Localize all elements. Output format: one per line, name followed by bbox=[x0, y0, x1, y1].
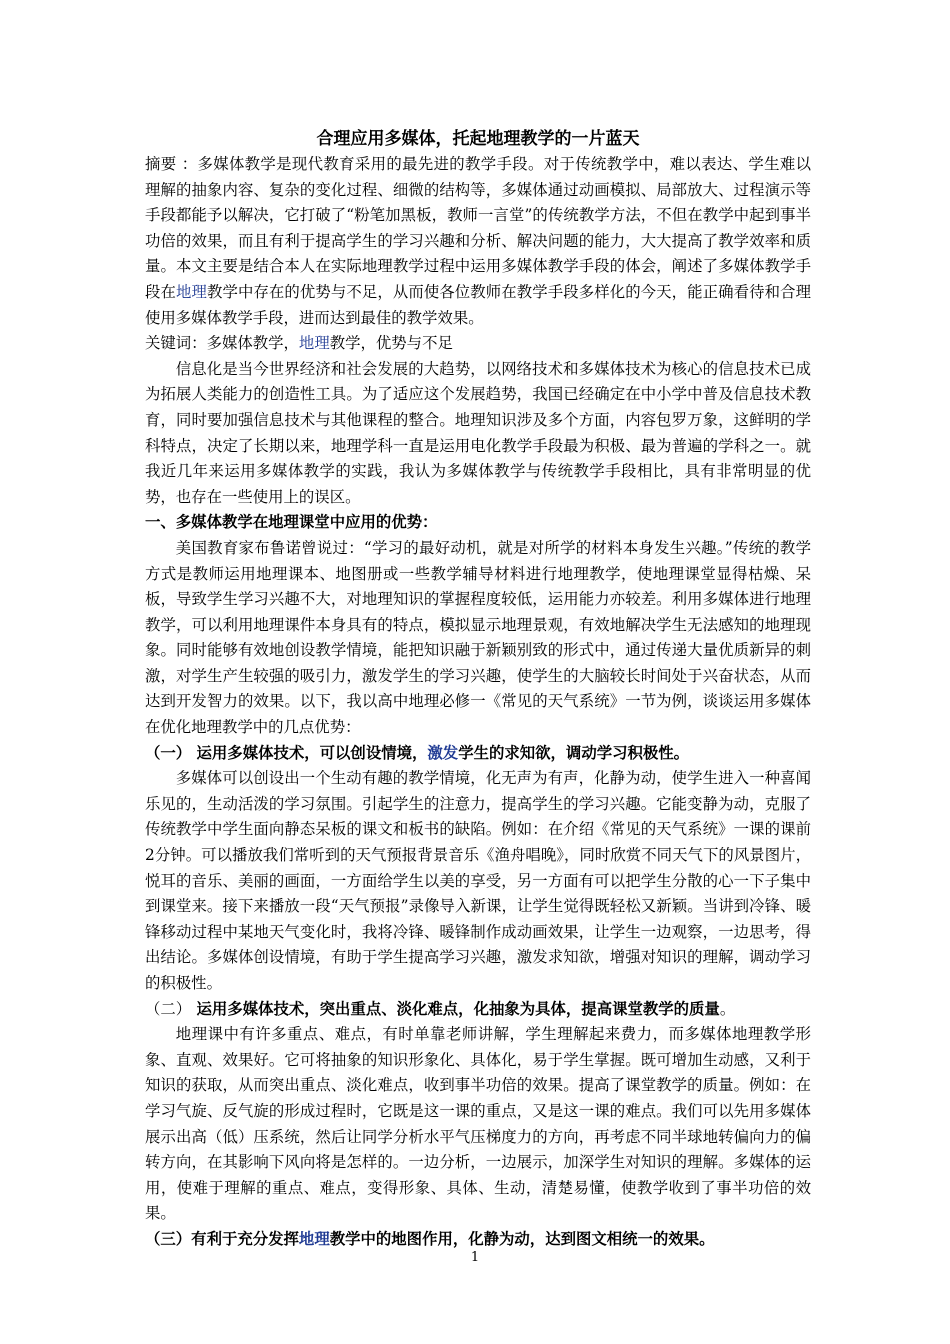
subsection1-heading-pre: （一） 运用多媒体技术，可以创设情境， bbox=[145, 743, 428, 762]
document-body bbox=[145, 126, 811, 1253]
abstract-text-post: 教学中存在的优势与不足，从而使各位教师在教学手段多样化的今天，能正确看待和合理使用多媒体教学手段，进而达到最佳的教学效果。 bbox=[145, 282, 811, 327]
subsection3-heading bbox=[145, 1227, 811, 1253]
subsection2-heading bbox=[145, 997, 811, 1023]
subsection1-jifa-link[interactable]: 激发 bbox=[427, 743, 459, 762]
subsection1-paragraph: 多媒体可以创设出一个生动有趣的教学情境，化无声为有声，化静为动，使学生进入一种喜闻乐见的，生动活泼的学习氛围。引起学生的注意力，提高学生的学习兴趣。它能变静为动，克服了传统教学中学生面向静态呆板的课文和板书的缺陷。例如：在介绍《常见的天气系统》一课的课前2分钟。可以播放我们常听到的天气预报背景音乐《渔舟唱晚》，同时欣赏不同天气下的风景图片，悦耳的音乐、美丽的画面，一方面给学生以美的享受，另一方面有可以把学生分散的心一下子集中到课堂来。接下来播放一段“天气预报”录像导入新课，让学生觉得既轻松又新颖。当讲到冷锋、暖锋移动过程中某地天气变化时，我将冷锋、暖锋制作成动画效果，让学生一边观察，一边思考，得出结论。多媒体创设情境，有助于学生提高学习兴趣，激发求知欲，增强对知识的理解，调动学习的积极性。 bbox=[145, 769, 811, 992]
subsection3-geography-link[interactable]: 地理 bbox=[298, 1229, 330, 1248]
intro-paragraph: 信息化是当今世界经济和社会发展的大趋势，以网络技术和多媒体技术为核心的信息技术已成为拓展人类能力的创造性工具。为了适应这个发展趋势，我国已经确定在中小学中普及信息技术教育，同时要加强信息技术与其他课程的整合。地理知识涉及多个方面，内容包罗万象，这鲜明的学科特点，决定了长期以来，地理学科一直是运用电化教学手段最为积极、最为普遍的学科之一。就我近几年来运用多媒体教学的实践，我认为多媒体教学与传统教学手段相比，具有非常明显的优势，也存在一些使用上的误区。 bbox=[145, 359, 811, 506]
document-title: 合理应用多媒体，托起地理教学的一片蓝天 bbox=[316, 129, 640, 149]
subsection1-heading bbox=[145, 741, 811, 767]
abstract-geography-link[interactable]: 地理 bbox=[175, 282, 207, 301]
section1-paragraph: 美国教育家布鲁诺曾说过：“学习的最好动机，就是对所学的材料本身发生兴趣。”传统的教学方式是教师运用地理课本、地图册或一些教学辅导材料进行地理教学，使地理课堂显得枯燥、呆板，导致学生学习兴趣不大，对地理知识的掌握程度较低，运用能力亦较差。利用多媒体进行地理教学，可以利用地理课件本身具有的特点，模拟显示地理景观，有效地解决学生无法感知的地理现象。同时能够有效地创设教学情境，能把知识融于新颖别致的形式中，通过传递大量优质新异的刺激，对学生产生较强的吸引力，激发学生的学习兴趣，使学生的大脑较长时间处于兴奋状态，从而达到开发智力的效果。以下，我以高中地理必修一《常见的天气系统》一节为例，谈谈运用多媒体在优化地理教学中的几点优势： bbox=[145, 538, 811, 737]
section1-heading: 一、多媒体教学在地理课堂中应用的优势： bbox=[145, 513, 438, 532]
subsection3-heading-post: 教学中的地图作用，化静为动，达到图文相统一的效果。 bbox=[329, 1229, 715, 1248]
keywords-post: 教学，优势与不足 bbox=[329, 334, 453, 353]
keywords-pre: 关键词：多媒体教学， bbox=[145, 334, 299, 353]
abstract-text-pre: 摘要 ：多媒体教学是现代教育采用的最先进的教学手段。对于传统教学中，难以表达、学生难以理解的抽象内容、复杂的变化过程、细微的结构等，多媒体通过动画模拟、局部放大、过程演示等手段都能予以解决，它打破了“粉笔加黑板，教师一言堂”的传统教学方法，不但在教学中起到事半功倍的效果，而且有利于提高学生的学习兴趣和分析、解决问题的能力，大大提高了教学效率和质量。本文主要是结合本人在实际地理教学过程中运用多媒体教学手段的体会，阐述了多媒体教学手段在 bbox=[145, 155, 811, 301]
subsection2-paragraph: 地理课中有许多重点、难点，有时单靠老师讲解，学生理解起来费力，而多媒体地理教学形象、直观、效果好。它可将抽象的知识形象化、具体化，易于学生掌握。既可增加生动感，又利于知识的获取，从而突出重点、淡化难点，收到事半功倍的效果。提高了课堂教学的质量。例如：在学习气旋、反气旋的形成过程时，它既是这一课的重点，又是这一课的难点。我们可以先用多媒体展示出高（低）压系统，然后让同学分析水平气压梯度力的方向，再考虑不同半球地转偏向力的偏转方向，在其影响下风向将是怎样的。一边分析，一边展示，加深学生对知识的理解。多媒体的运用，使难于理解的重点、难点，变得形象、具体、生动，清楚易懂，使教学收到了事半功倍的效果。 bbox=[145, 1025, 811, 1223]
subsection2-heading-end: 。 bbox=[719, 999, 736, 1018]
subsection1-heading-post: 学生的求知欲，调动学习积极性。 bbox=[458, 743, 690, 762]
subsection2-number: （二） bbox=[145, 999, 192, 1018]
keywords-line bbox=[145, 331, 811, 357]
keywords-geography-link[interactable]: 地理 bbox=[298, 334, 330, 353]
subsection2-heading-text: 运用多媒体技术，突出重点、淡化难点，化抽象为具体，提高课堂教学的质量 bbox=[191, 999, 720, 1018]
subsection3-heading-pre: （三）有利于充分发挥 bbox=[145, 1229, 299, 1248]
abstract-paragraph bbox=[145, 152, 811, 331]
page-number: 1 bbox=[470, 1250, 480, 1265]
